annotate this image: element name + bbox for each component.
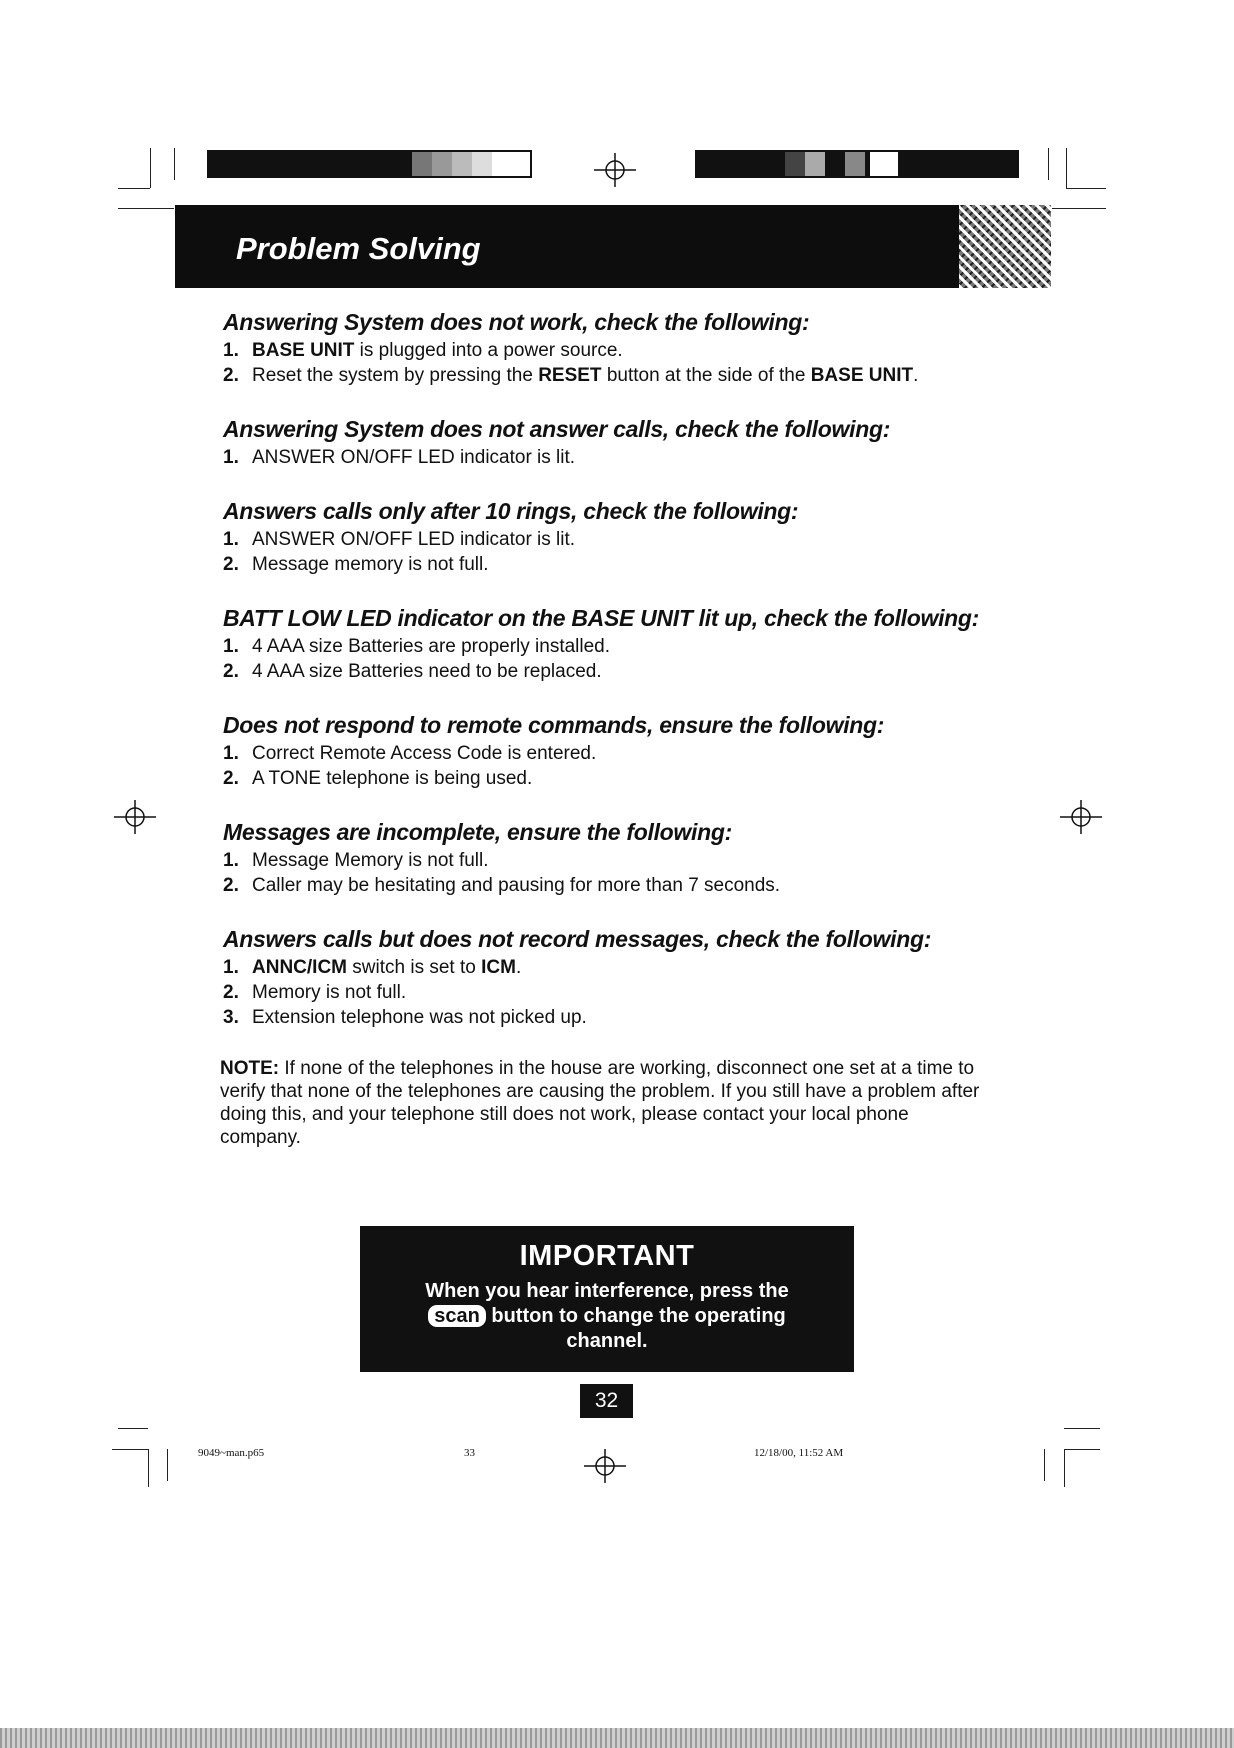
crop-mark [1064,1428,1100,1429]
list-item [223,955,980,980]
item-text: ANNC/ICM [252,957,347,978]
page-title: Problem Solving [236,231,481,266]
item-text: ANSWER ON/OFF LED indicator is lit. [252,529,576,550]
item-text: Message Memory is not full. [252,850,489,871]
list-item [223,873,980,898]
scan-noise-strip [0,1728,1234,1748]
color-bar-right [695,150,1019,178]
page-number: 32 [580,1384,633,1418]
item-number: 1. [223,957,239,978]
item-number: 1. [223,743,239,764]
item-text: Caller may be hesitating and pausing for more than 7 seconds. [252,875,781,896]
crop-mark [1048,148,1049,180]
crop-mark [174,148,175,180]
important-text [360,1279,854,1354]
problem-section [220,604,980,684]
important-line2: button to change the operating [485,1305,786,1327]
item-number: 1. [223,340,239,361]
footer-page: 33 [464,1447,475,1459]
problem-section [220,818,980,898]
item-text: RESET [538,365,602,386]
problem-section [220,711,980,791]
crop-mark [148,1449,149,1487]
list-item [223,552,980,577]
section-title: Answers calls only after 10 rings, check the following: [223,498,799,524]
crop-mark [1064,1449,1100,1450]
crop-mark [118,208,174,209]
color-bar-left [207,150,532,178]
crop-mark [1064,1449,1065,1487]
note-text: If none of the telephones in the house are working, disconnect one set at a time to verify that none of the telephones are causing the problem. If you still have a problem after doing this, and your telephone still does not work, please contact your local phone company. [220,1058,980,1148]
section-title: Answers calls but does not record messages, check the following: [223,926,932,952]
important-line3: channel. [566,1330,648,1352]
crop-mark [1044,1449,1045,1481]
registration-mark-icon [1060,800,1102,834]
item-text: BASE UNIT [252,340,355,361]
registration-mark-icon [594,153,636,187]
item-text: button at the side of the [601,365,811,386]
crop-mark [118,1428,148,1429]
item-number: 2. [223,554,239,575]
item-number: 1. [223,636,239,657]
item-number: 2. [223,875,239,896]
list-item [223,741,980,766]
problem-section [220,925,980,1030]
list-item [223,338,980,363]
list-item [223,634,980,659]
item-number: 2. [223,365,239,386]
section-title: BATT LOW LED indicator on the BASE UNIT lit up, check the following: [223,605,980,631]
registration-mark-icon [584,1449,626,1483]
header-band [175,205,1051,288]
list-item [223,445,980,470]
crop-mark [1066,188,1106,189]
item-text: BASE UNIT [810,365,914,386]
note-label: NOTE: [220,1058,280,1079]
item-number: 2. [223,661,239,682]
important-line1: When you hear interference, press the [425,1280,789,1302]
scan-button-label: scan [428,1305,486,1327]
note-paragraph [220,1057,980,1149]
crop-mark [1066,148,1067,188]
item-number: 3. [223,1007,239,1028]
crop-mark [1052,208,1106,209]
item-text: Message memory is not full. [252,554,489,575]
list-item [223,1005,980,1030]
crop-mark [167,1449,168,1481]
item-text: ICM [481,957,516,978]
list-item [223,527,980,552]
item-text: Memory is not full. [252,982,407,1003]
item-text: . [515,957,522,978]
item-number: 1. [223,850,239,871]
item-text: Extension telephone was not picked up. [252,1007,587,1028]
list-item [223,363,980,388]
item-text: is plugged into a power source. [354,340,623,361]
item-text: Reset the system by pressing the [252,365,539,386]
registration-mark-icon [114,800,156,834]
item-number: 1. [223,447,239,468]
crop-mark [150,148,151,188]
item-number: 2. [223,768,239,789]
item-number: 2. [223,982,239,1003]
item-text: 4 AAA size Batteries are properly installed. [252,636,611,657]
item-text: A TONE telephone is being used. [252,768,533,789]
item-text: switch is set to [347,957,482,978]
problem-section [220,415,980,470]
item-number: 1. [223,529,239,550]
section-title: Messages are incomplete, ensure the following: [223,819,732,845]
crop-mark [112,1449,148,1450]
problem-list [220,308,980,1149]
crop-mark [118,188,150,189]
important-box [360,1226,854,1372]
section-title: Answering System does not work, check the following: [223,309,810,335]
section-title: Does not respond to remote commands, ensure the following: [223,712,885,738]
item-text: Correct Remote Access Code is entered. [252,743,597,764]
item-text: ANSWER ON/OFF LED indicator is lit. [252,447,576,468]
footer-file: 9049~man.p65 [198,1447,265,1459]
item-text: . [913,365,919,386]
list-item [223,848,980,873]
item-text: 4 AAA size Batteries need to be replaced. [252,661,602,682]
list-item [223,980,980,1005]
footer-datetime: 12/18/00, 11:52 AM [754,1447,844,1459]
important-title: IMPORTANT [519,1240,695,1272]
section-title: Answering System does not answer calls, check the following: [223,416,891,442]
halftone-pattern [959,205,1051,288]
problem-section [220,308,980,388]
list-item [223,659,980,684]
problem-section [220,497,980,577]
list-item [223,766,980,791]
